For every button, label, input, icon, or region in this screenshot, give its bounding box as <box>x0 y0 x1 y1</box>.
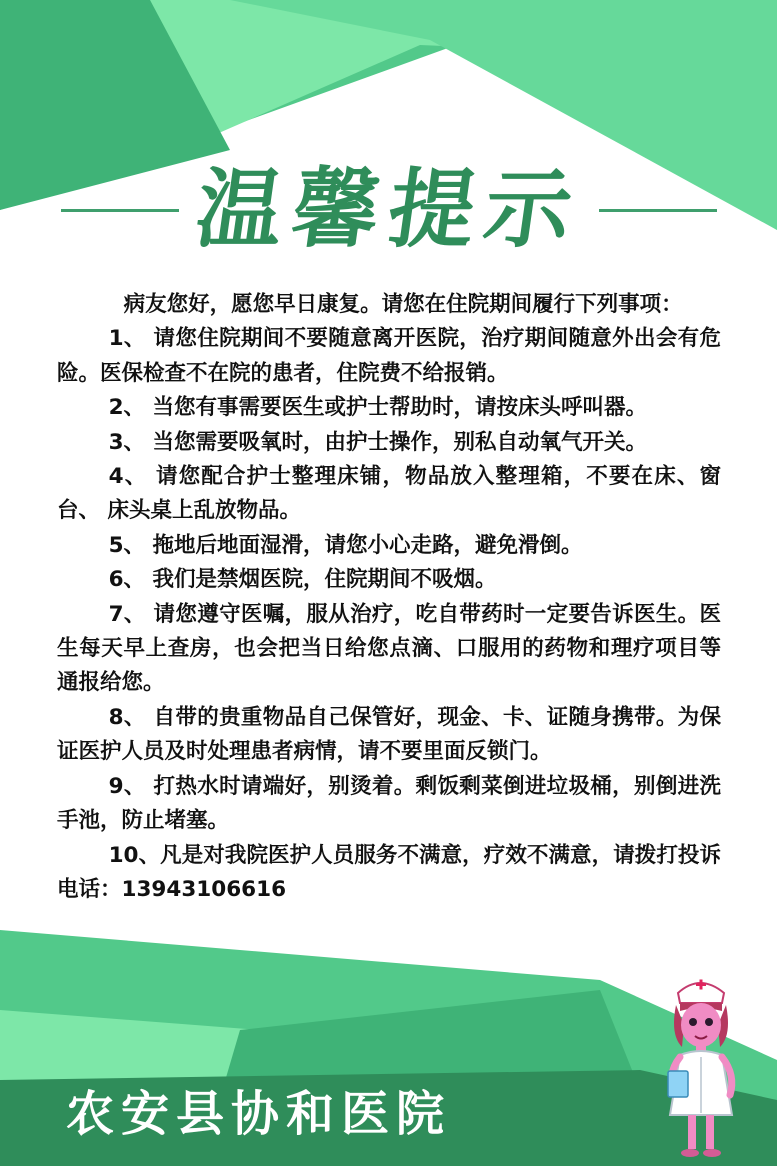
notice-item: 6、 我们是禁烟医院，住院期间不吸烟。 <box>108 567 497 593</box>
hospital-name: 农安县协和医院 <box>66 1086 452 1142</box>
notice-item: 2、 当您有事需要医生或护士帮助时，请按床头呼叫器。 <box>108 395 648 421</box>
title-area <box>0 155 777 265</box>
notice-body <box>57 288 721 907</box>
title-left-line <box>61 209 179 212</box>
notice-item: 4、 请您配合护士整理床铺，物品放入整理箱，不要在床、窗台、 床头桌上乱放物品。 <box>57 464 721 524</box>
notice-item: 3、 当您需要吸氧时，由护士操作，别私自动氧气开关。 <box>108 429 648 455</box>
intro-text: 病友您好，愿您早日康复。请您在住院期间履行下列事项： <box>123 292 683 317</box>
notice-item: 10、凡是对我院医护人员服务不满意，疗效不满意，请拨打投诉电话：13943106616 <box>57 842 721 902</box>
notice-item: 8、 自带的贵重物品自己保管好，现金、卡、证随身携带。为保证医护人员及时处理患者病情，请不要里面反锁门。 <box>57 704 721 765</box>
notice-item: 5、 拖地后地面湿滑，请您小心走路，避免滑倒。 <box>108 532 583 558</box>
page-title: 温馨提示 <box>189 159 588 260</box>
nurse-cartoon-icon <box>640 965 760 1160</box>
notice-item: 9、 打热水时请端好，别烫着。剩饭剩菜倒进垃圾桶，别倒进洗手池，防止堵塞。 <box>57 773 721 834</box>
notice-item: 1、 请您住院期间不要随意离开医院，治疗期间随意外出会有危险。医保检查不在院的患者，住院费不给报销。 <box>57 326 721 386</box>
title-right-line <box>599 209 717 212</box>
notice-item: 7、 请您遵守医嘱，服从治疗，吃自带药时一定要告诉医生。医生每天早上查房，也会把当日给您点滴、口服用的药物和理疗项目等通报给您。 <box>57 601 721 696</box>
